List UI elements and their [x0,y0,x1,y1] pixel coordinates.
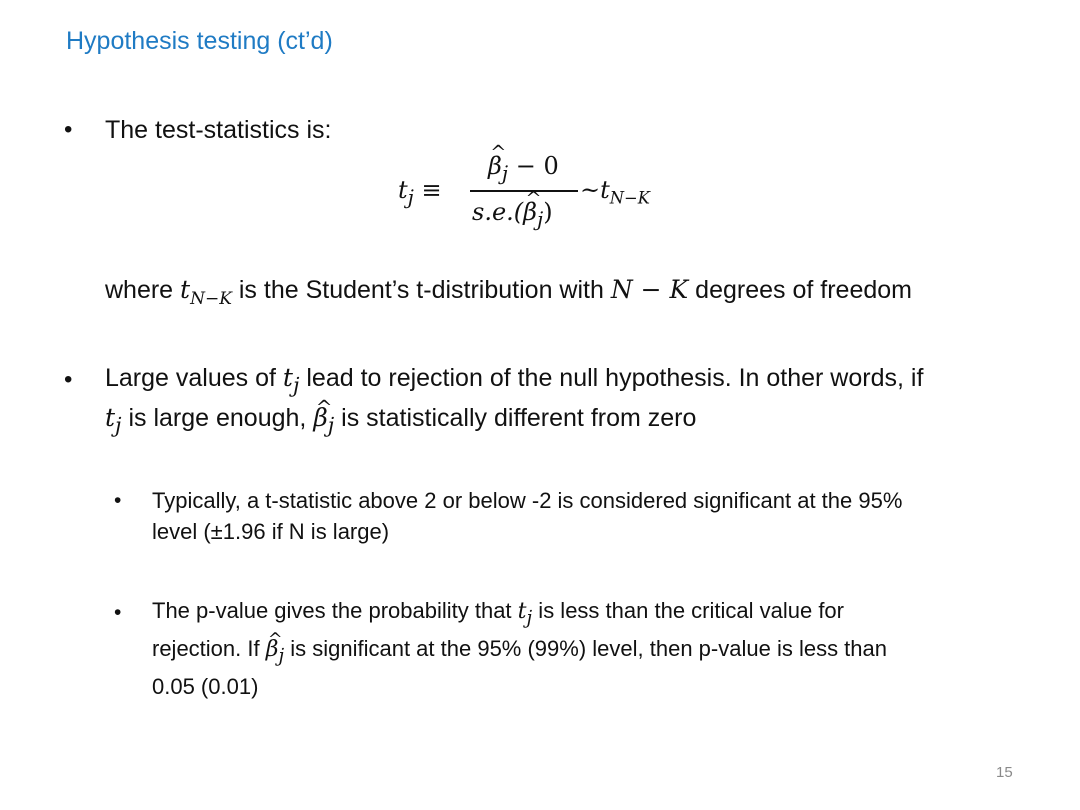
slide-title: Hypothesis testing (ct’d) [66,27,333,55]
formula-numerator: ^ $\beta_j - 0$ [488,152,559,185]
sub-bullet-1-line-1: Typically, a t-statistic above 2 or below -2 is considered significant at the 95% [152,488,903,513]
bullet-1-text: The test-statistics is: [105,116,332,144]
sub-bullet-dot: • [114,601,122,624]
sub-bullet-2-line-1: The p-value gives the probability that $t_j$ is less than the critical value for [152,598,844,629]
formula-lhs: $t_j$ ≡ [398,176,442,209]
page-number: 15 [996,764,1013,781]
bullet-dot: • [64,116,73,143]
sub-bullet-2-line-3: 0.05 (0.01) [152,674,259,699]
formula-rhs: $\sim t_{N-K}$ [580,176,650,208]
sub-bullet-1-line-2: level (±1.96 if N is large) [152,519,390,544]
test-statistic-formula [398,150,698,240]
where-line: where $t_{N-K}$ is the Student’s t-distribution with N − K degrees of freedom [105,275,912,309]
bullet-2-line-1: Large values of $t_j$ lead to rejection of the null hypothesis. In other words, if [105,363,924,397]
sub-bullet-2-line-2: rejection. If ^ $\beta_j$ is significant at the 95% (99%) level, then p-value is less than [152,632,887,673]
bullet-dot: • [64,366,73,393]
fraction-bar [470,190,578,192]
bullet-2-line-2: $t_j$ is large enough, ^ $\beta_j$ is statistically different from zero [105,398,696,445]
formula-denominator: s.e.(^ $\beta_j$) [472,198,553,231]
sub-bullet-dot: • [114,489,122,512]
